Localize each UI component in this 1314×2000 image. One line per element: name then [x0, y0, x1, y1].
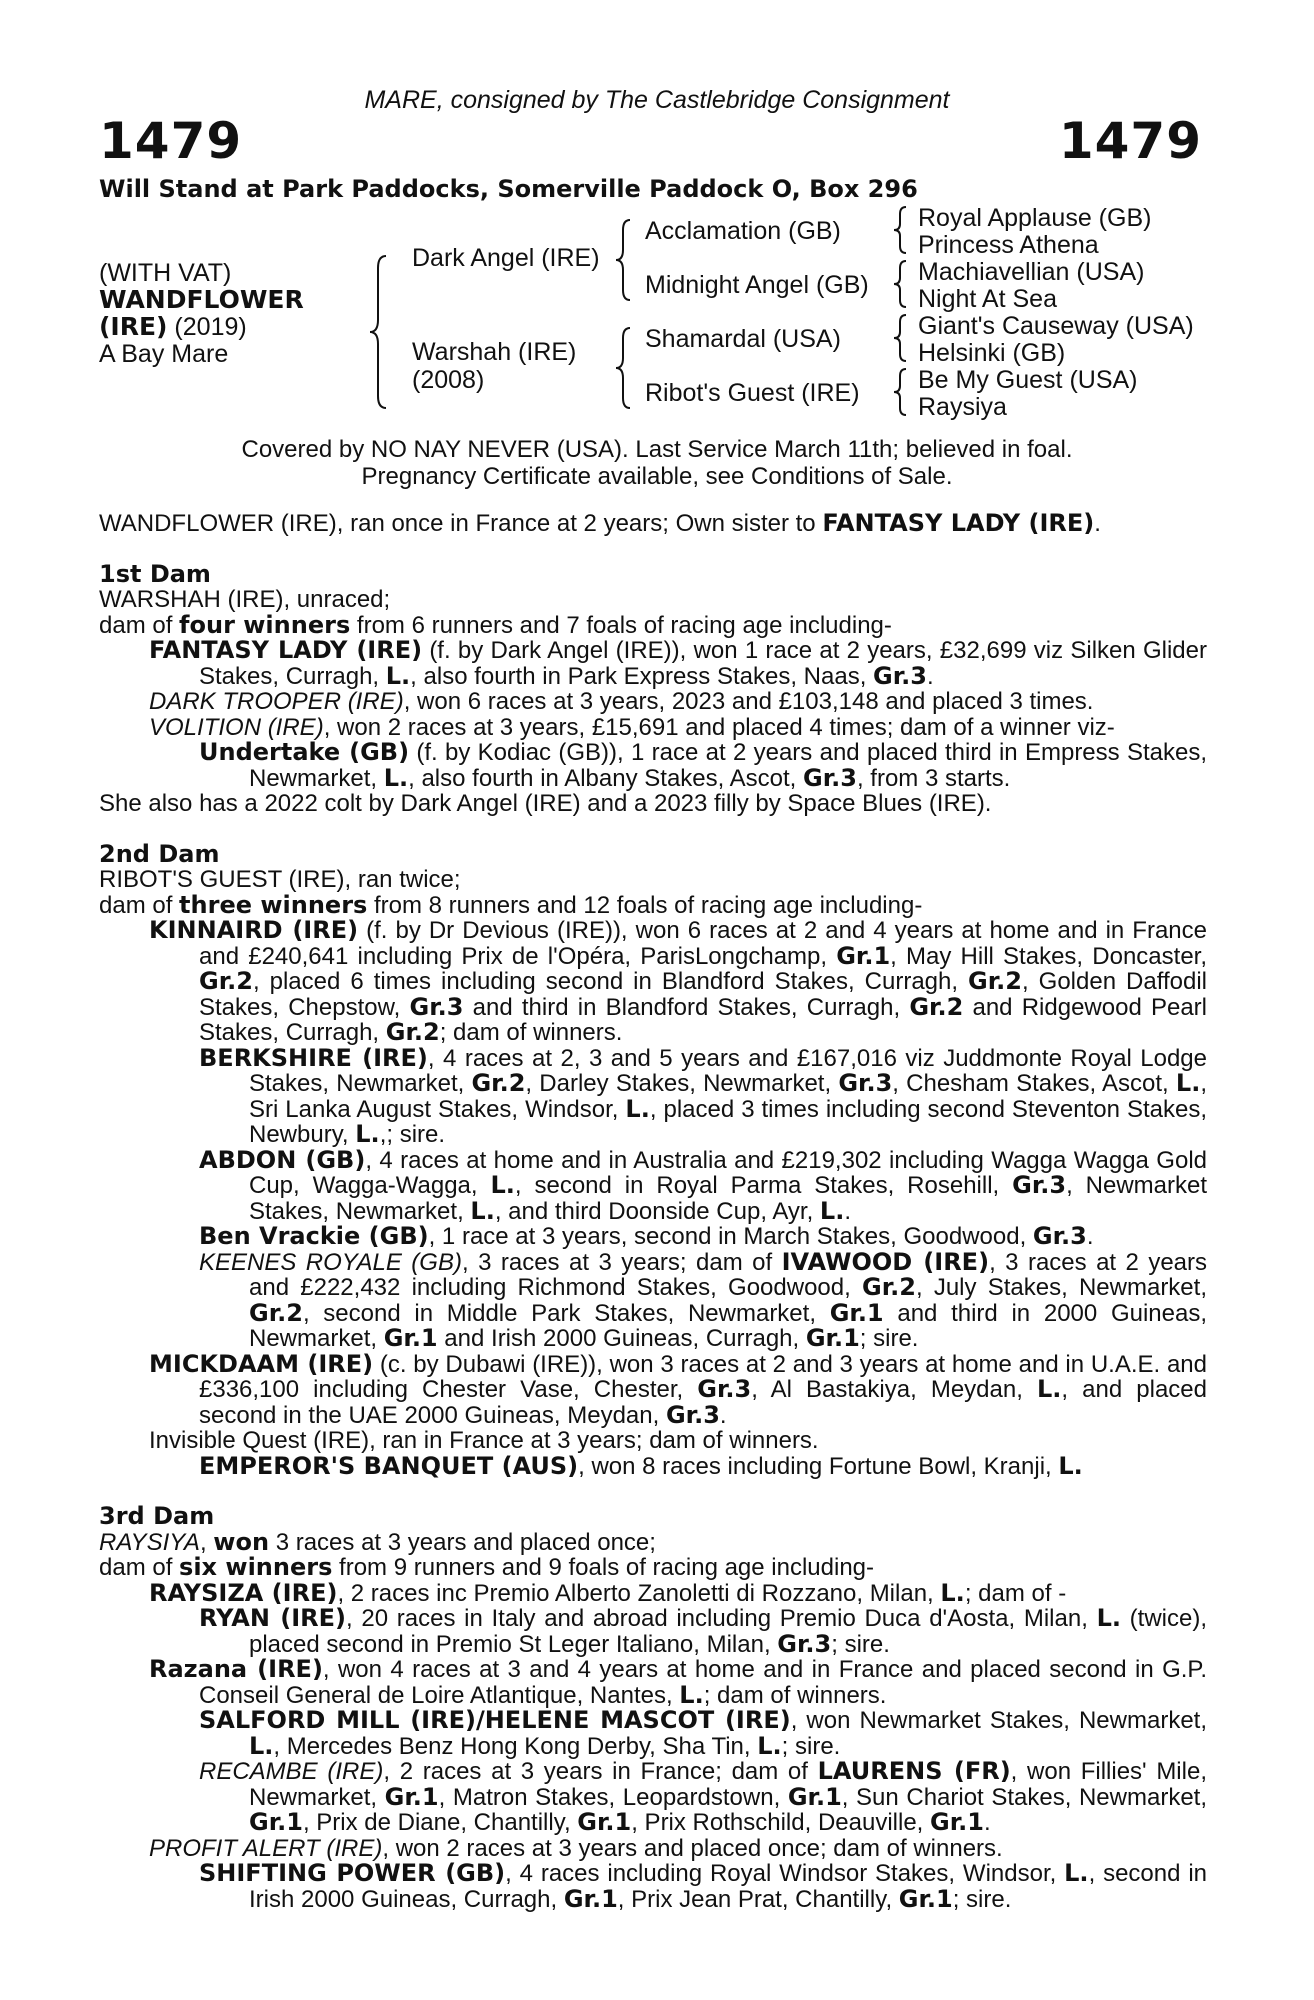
gg-1: Royal Applause (GB) — [918, 204, 1152, 232]
entry-mickdaam: MICKDAAM (IRE) (c. by Dubawi (IRE)), won 3 races at 2 and 3 years at home and in U.A.E. and £336,100 including Chester Vase, Chester, Gr.3, Al Bastakiya, Meydan, L., and placed second in the UAE 2000 Guineas, Meydan, Gr.3. — [149, 1349, 1207, 1429]
brace-gg3 — [892, 313, 910, 363]
consignment-line: MARE, consigned by The Castlebridge Consignment — [364, 86, 950, 114]
entry-salford-mill: SALFORD MILL (IRE)/HELENE MASCOT (IRE), won Newmarket Stakes, Newmarket, L., Mercedes Benz Hong Kong Derby, Sha Tin, L.; sire. — [199, 1706, 1207, 1760]
brace-parents — [368, 254, 390, 410]
brace-gg1 — [892, 205, 910, 255]
brace-gg4 — [892, 367, 910, 417]
intro-end: . — [1094, 510, 1101, 537]
gg-2: Princess Athena — [918, 231, 1099, 259]
gg-5: Giant's Causeway (USA) — [918, 312, 1194, 340]
brace-dam-parents — [614, 326, 634, 410]
sire-name: Dark Angel (IRE) — [412, 244, 600, 272]
entry-invisible-quest: Invisible Quest (IRE), ran in France at 3 years; dam of winners. — [149, 1427, 819, 1454]
second-dam-produce: dam of three winners from 8 runners and 12 foals of racing age including- — [99, 890, 923, 919]
gg-4: Night At Sea — [918, 285, 1057, 313]
entry-profit-alert: PROFIT ALERT (IRE), won 2 races at 3 years and placed once; dam of winners. — [149, 1834, 1003, 1862]
entry-berkshire: BERKSHIRE (IRE), 4 races at 2, 3 and 5 years and £167,016 viz Juddmonte Royal Lodge Stakes, Newmarket, Gr.2, Darley Stakes, Newmarket, Gr.3, Chesham Stakes, Ascot, L., Sri Lanka August Stakes, Windsor, L., placed 3 times including second Steventon Stakes, Newbury, L.,; sire. — [199, 1043, 1208, 1148]
catalogue-body — [99, 511, 1207, 1912]
covering-line-1: Covered by NO NAY NEVER (USA). Last Service March 11th; believed in foal. — [241, 436, 1073, 463]
entry-volition: VOLITION (IRE), won 2 races at 3 years, £15,691 and placed 4 times; dam of a winner viz- — [149, 713, 1115, 741]
second-dam-heading: 2nd Dam — [99, 839, 220, 868]
vat-note: (WITH VAT) — [99, 259, 232, 287]
horse-name: WANDFLOWER — [99, 285, 304, 314]
entry-dark-trooper: DARK TROOPER (IRE), won 6 races at 3 years, 2023 and £103,148 and placed 3 times. — [149, 688, 1094, 715]
dam-year: (2008) — [412, 366, 485, 394]
horse-description: A Bay Mare — [99, 340, 229, 368]
dam-sire: Shamardal (USA) — [645, 325, 841, 353]
intro-text: WANDFLOWER (IRE), ran once in France at 2 years; Own sister to — [99, 510, 823, 537]
sire-sire: Acclamation (GB) — [645, 217, 841, 245]
horse-origin-year — [99, 313, 247, 341]
second-dam-name: RIBOT'S GUEST (IRE), ran twice; — [99, 866, 461, 893]
lot-number-right: 1479 — [1058, 112, 1202, 170]
entry-emperors-banquet: EMPEROR'S BANQUET (AUS), won 8 races including Fortune Bowl, Kranji, L. — [199, 1451, 1083, 1480]
first-dam-produce: dam of four winners from 6 runners and 7 foals of racing age including- — [99, 610, 892, 639]
sire-dam: Midnight Angel (GB) — [645, 271, 869, 299]
gg-7: Be My Guest (USA) — [918, 366, 1138, 394]
dam-dam: Ribot's Guest (IRE) — [645, 379, 860, 407]
lot-number-left: 1479 — [99, 112, 243, 170]
gg-6: Helsinki (GB) — [918, 339, 1066, 367]
entry-raysiza: RAYSIZA (IRE), 2 races inc Premio Alberto Zanoletti di Rozzano, Milan, L.; dam of - — [149, 1578, 1067, 1607]
dam-name: Warshah (IRE) — [412, 338, 577, 366]
gg-3: Machiavellian (USA) — [918, 258, 1145, 286]
entry-shifting-power: SHIFTING POWER (GB), 4 races including Royal Windsor Stakes, Windsor, L., second in Irish 2000 Guineas, Curragh, Gr.1, Prix Jean Prat, Chantilly, Gr.1; sire. — [199, 1859, 1207, 1913]
covering-line-2: Pregnancy Certificate available, see Conditions of Sale. — [361, 463, 953, 490]
entry-fantasy-lady: FANTASY LADY (IRE) (f. by Dark Angel (IRE)), won 1 race at 2 years, £32,699 viz Silken Glider Stakes, Curragh, L., also fourth in Park Express Stakes, Naas, Gr.3. — [149, 636, 1207, 690]
intro-sister: FANTASY LADY (IRE) — [822, 509, 1095, 537]
horse-country: (IRE) — [99, 312, 168, 341]
horse-year: (2019) — [167, 313, 247, 341]
entry-kinnaird: KINNAIRD (IRE) (f. by Dr Devious (IRE)), won 6 races at 2 and 4 years at home and in France and £240,641 including Prix de l'Opéra, ParisLongchamp, Gr.1, May Hill Stakes, Doncaster, Gr.2, placed 6 times including second in Blandford Stakes, Curragh, Gr.2, Golden Daffodil Stakes, Chepstow, Gr.3 and third in Blandford Stakes, Curragh, Gr.2 and Ridgewood Pearl Stakes, Curragh, Gr.2; dam of winners. — [149, 916, 1208, 1046]
first-dam-also: She also has a 2022 colt by Dark Angel (IRE) and a 2023 filly by Space Blues (IRE). — [99, 790, 992, 817]
intro-line — [99, 511, 1207, 537]
third-dam-name: RAYSIYA, won 3 races at 3 years and placed once; — [99, 1527, 656, 1556]
entry-ben-vrackie: Ben Vrackie (GB), 1 race at 3 years, second in March Stakes, Goodwood, Gr.3. — [199, 1222, 1094, 1250]
entry-keenes-royale: KEENES ROYALE (GB), 3 races at 3 years; dam of IVAWOOD (IRE), 3 races at 2 years and £222,432 including Richmond Stakes, Goodwood, Gr.2, July Stakes, Newmarket, Gr.2, second in Middle Park Stakes, Newmarket, Gr.1 and third in 2000 Guineas, Newmarket, Gr.1 and Irish 2000 Guineas, Curragh, Gr.1; sire. — [199, 1247, 1208, 1352]
entry-undertake: Undertake (GB) (f. by Kodiac (GB)), 1 race at 2 years and placed third in Empress Stakes, Newmarket, L., also fourth in Albany Stakes, Ascot, Gr.3, from 3 starts. — [199, 738, 1208, 792]
entry-abdon: ABDON (GB), 4 races at home and in Australia and £219,302 including Wagga Wagga Gold Cup, Wagga-Wagga, L., second in Royal Parma Stakes, Rosehill, Gr.3, Newmarket Stakes, Newmarket, L., and third Doonside Cup, Ayr, L.. — [199, 1145, 1208, 1225]
gg-8: Raysiya — [918, 393, 1007, 421]
stand-location: Will Stand at Park Paddocks, Somerville Paddock O, Box 296 — [99, 175, 918, 203]
entry-recambe: RECAMBE (IRE), 2 races at 3 years in France; dam of LAURENS (FR), won Fillies' Mile, Newmarket, Gr.1, Matron Stakes, Leopardstown, Gr.1, Sun Chariot Stakes, Newmarket, Gr.1, Prix de Diane, Chantilly, Gr.1, Prix Rothschild, Deauville, Gr.1. — [199, 1757, 1208, 1836]
first-dam-name: WARSHAH (IRE), unraced; — [99, 586, 391, 613]
first-dam-heading: 1st Dam — [99, 559, 211, 588]
third-dam-produce: dam of six winners from 9 runners and 9 foals of racing age including- — [99, 1553, 875, 1581]
third-dam-heading: 3rd Dam — [99, 1502, 215, 1530]
brace-gg2 — [892, 259, 910, 309]
brace-sire-parents — [614, 218, 634, 302]
entry-ryan: RYAN (IRE), 20 races in Italy and abroad including Premio Duca d'Aosta, Milan, L. (twice), placed second in Premio St Leger Italiano, Milan, Gr.3; sire. — [199, 1604, 1208, 1658]
entry-razana: Razana (IRE), won 4 races at 3 and 4 years at home and in France and placed second in G.P. Conseil General de Loire Atlantique, Nantes, L.; dam of winners. — [149, 1655, 1207, 1709]
